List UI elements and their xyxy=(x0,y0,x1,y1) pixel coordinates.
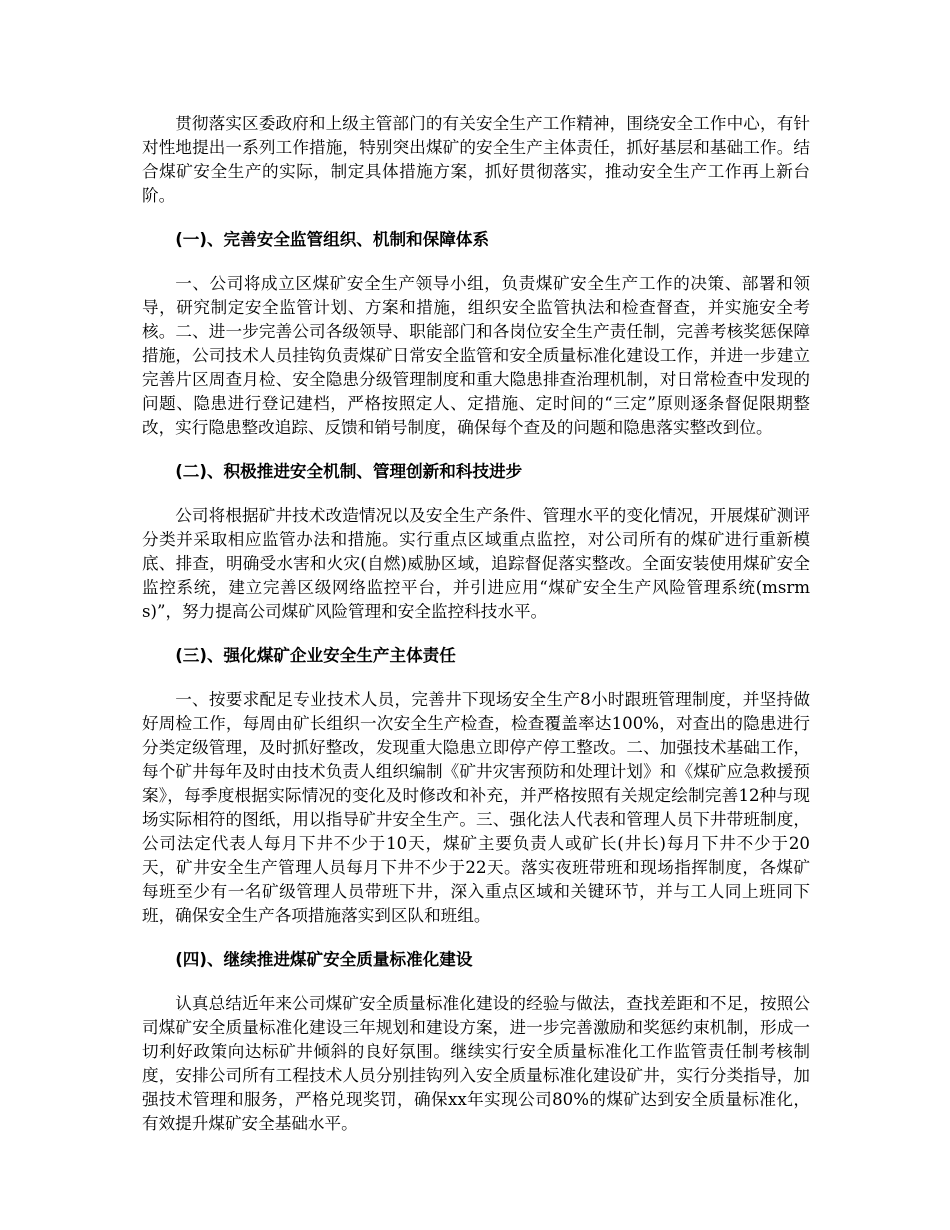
section-heading-2: (二)、积极推进安全机制、管理创新和科技进步 xyxy=(175,462,523,481)
section-body-1: 一、公司将成立区煤矿安全生产领导小组，负责煤矿安全生产工作的决策、部署和领导，研究制定安全监管计划、方案和措施，组织安全监管执法和检查督查，并实施安全考核。二、进一步完善公司各级领导、职能部门和各岗位安全生产责任制，完善考核奖惩保障措施，公司技术人员挂钩负责煤矿日常安全监管和安全质量标准化建设工作，并进一步建立完善片区周查月检、安全隐患分级管理制度和重大隐患排查治理机制，对日常检查中发现的问题、隐患进行登记建档，严格按照定人、定措施、定时间的“三定”原则逐条督促限期整改，实行隐患整改追踪、反馈和销号制度，确保每个查及的问题和隐患落实整改到位。 xyxy=(142,274,810,437)
section-body-4: 认真总结近年来公司煤矿安全质量标准化建设的经验与做法，查找差距和不足，按照公司煤矿安全质量标准化建设三年规划和建设方案，进一步完善激励和奖惩约束机制，形成一切利好政策向达标矿井倾斜的良好氛围。继续实行安全质量标准化工作监管责任制考核制度，安排公司所有工程技术人员分别挂钩列入安全质量标准化建设矿井，实行分类指导，加强技术管理和服务，严格兑现奖罚，确保xx年实现公司80%的煤矿达到安全质量标准化，有效提升煤矿安全基础水平。 xyxy=(142,994,810,1133)
intro-paragraph: 贯彻落实区委政府和上级主管部门的有关安全生产工作精神，围绕安全工作中心，有针对性地提出一系列工作措施，特别突出煤矿的安全生产主体责任，抓好基层和基础工作。结合煤矿安全生产的实际，制定具体措施方案，抓好贯彻落实，推动安全生产工作再上新台阶。 xyxy=(142,114,810,205)
document-page xyxy=(142,112,810,1156)
section-body-3: 一、按要求配足专业技术人员，完善井下现场安全生产8小时跟班管理制度，并坚持做好周检工作，每周由矿长组织一次安全生产检查，检查覆盖率达100%，对查出的隐患进行分类定级管理，及时抓好整改，发现重大隐患立即停产停工整改。二、加强技术基础工作，每个矿井每年及时由技术负责人组织编制《矿井灾害预防和处理计划》和《煤矿应急救援预案》，每季度根据实际情况的变化及时修改和补充，并严格按照有关规定绘制完善12种与现场实际相符的图纸，用以指导矿井安全生产。三、强化法人代表和管理人员下井带班制度，公司法定代表人每月下井不少于10天，煤矿主要负责人或矿长(井长)每月下井不少于20天，矿井安全生产管理人员每月下井不少于22天。落实夜班带班和现场指挥制度，各煤矿每班至少有一名矿级管理人员带班下井，深入重点区域和关键环节，并与工人同上班同下班，确保安全生产各项措施落实到区队和班组。 xyxy=(142,690,810,925)
section-heading-3: (三)、强化煤矿企业安全生产主体责任 xyxy=(175,646,456,665)
section-heading-4: (四)、继续推进煤矿安全质量标准化建设 xyxy=(175,950,473,969)
section-heading-1: (一)、完善安全监管组织、机制和保障体系 xyxy=(175,230,490,249)
section-body-2: 公司将根据矿井技术改造情况以及安全生产条件、管理水平的变化情况，开展煤矿测评分类并采取相应监管办法和措施。实行重点区域重点监控，对公司所有的煤矿进行重新模底、排查，明确受水害和火灾(自燃)威胁区域，追踪督促落实整改。全面安装使用煤矿安全监控系统，建立完善区级网络监控平台，并引进应用“煤矿安全生产风险管理系统(msrms)”，努力提高公司煤矿风险管理和安全监控科技水平。 xyxy=(142,506,810,621)
